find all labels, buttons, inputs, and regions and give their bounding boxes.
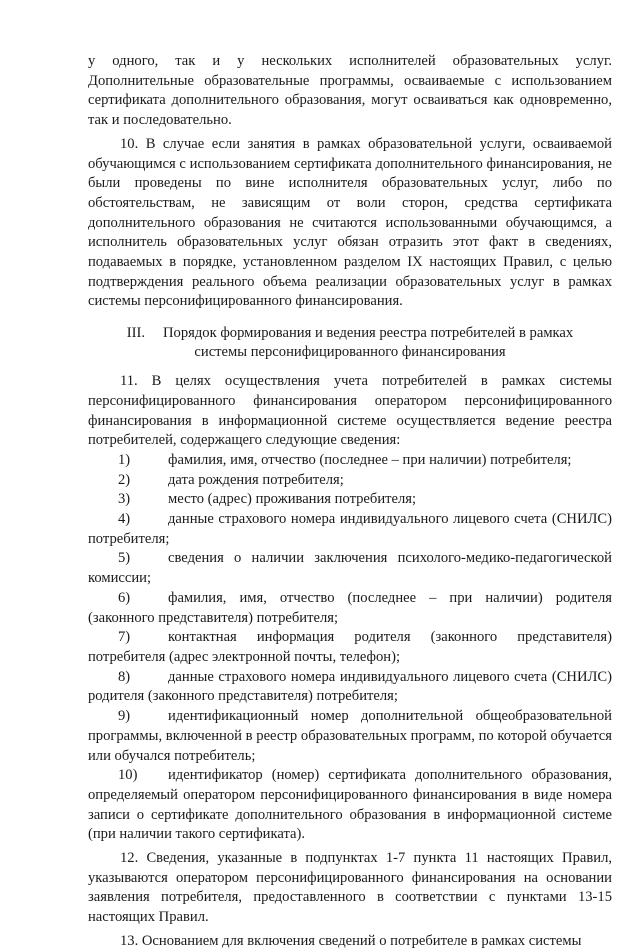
item-number: 6) [118,589,131,606]
item-text: сведения о наличии заключения психолого-медико-педагогической комиссии; [88,550,612,587]
item-number: 8) [118,668,131,685]
list-item [88,549,612,588]
item-number: 1) [118,451,131,468]
list-item [88,668,612,707]
paragraph-12: 12. Сведения, указанные в подпунктах 1-7 пункта 11 настоящих Правил, указываются оператором персонифицированного финансирования на основании заявления потребителя, предоставленного в соответствии с пунктами 13-15 настоящих Правил. [88,850,612,926]
list-item [88,471,612,491]
item-number: 7) [118,629,131,646]
item-text: контактная информация родителя (законного представителя) потребителя (адрес электронной почты, телефон); [88,629,612,665]
section-heading-line1 [88,324,612,343]
section-heading [88,324,612,362]
list-item [88,628,612,667]
paragraph-13: 13. Основанием для включения сведений о потребителе в рамках системы [120,932,582,949]
list-item [88,766,612,845]
item-text: идентификатор (номер) сертификата дополнительного образования, определяемый оператором персонифицированного финансирования в виде номера записи о сертификате дополнительного образования в информационной системе (при наличии такого сертификата). [88,767,612,843]
item-text: фамилия, имя, отчество (последнее – при наличии) потребителя; [168,451,572,468]
section-number: III. [126,325,146,342]
item-number: 9) [118,708,131,725]
section-title-line1: Порядок формирования и ведения реестра потребителей в рамках [163,325,574,342]
intro-paragraph: у одного, так и у нескольких исполнителей образовательных услуг. Дополнительные образовательные программы, осваиваемые с использованием сертификата дополнительного образования, могут осваиваться как одновременно, так и последовательно. [88,53,612,129]
item-list [88,451,612,845]
item-text: дата рождения потребителя; [168,471,344,488]
item-text: данные страхового номера индивидуального лицевого счета (СНИЛС) родителя (законного представителя) потребителя; [88,668,612,705]
list-item [88,589,612,628]
item-text: данные страхового номера индивидуального лицевого счета (СНИЛС) потребителя; [88,511,612,547]
section-title-line2: системы персонифицированного финансирования [194,344,506,361]
item-number: 5) [118,550,131,567]
paragraph-11: 11. В целях осуществления учета потребителей в рамках системы персонифицированного финансирования оператором персонифицированного финансирования в информационной системе осуществляется ведение реестра потребителей, содержащего следующие сведения: [88,373,612,449]
item-text: фамилия, имя, отчество (последнее – при наличии) родителя (законного представителя) потребителя; [88,589,612,626]
item-number: 4) [118,511,131,528]
item-number: 2) [118,471,131,488]
paragraph-10: 10. В случае если занятия в рамках образовательной услуги, осваиваемой обучающимся с использованием сертификата дополнительного финансирования, не были проведены по вине исполнителя образовательных услуг, либо по обстоятельствам, не зависящим от воли сторон, средства сертификата дополнительного образования не считаются использованными обучающимся, а исполнитель образовательных услуг обязан отразить этот факт в сведениях, подаваемых в порядке, установленном разделом IX настоящих Правил, с целью подтверждения реального объема реализации образовательных услуг в рамках системы персонифицированного финансирования. [88,135,612,310]
item-text: место (адрес) проживания потребителя; [168,491,417,508]
list-item [88,707,612,766]
item-number: 3) [118,491,131,508]
item-number: 10) [118,767,138,784]
item-text: идентификационный номер дополнительной общеобразовательной программы, включенной в реестр образовательных программ, по которой обучается или обучался потребитель; [88,708,612,764]
list-item [88,510,612,549]
list-item [88,451,612,471]
list-item [88,490,612,510]
